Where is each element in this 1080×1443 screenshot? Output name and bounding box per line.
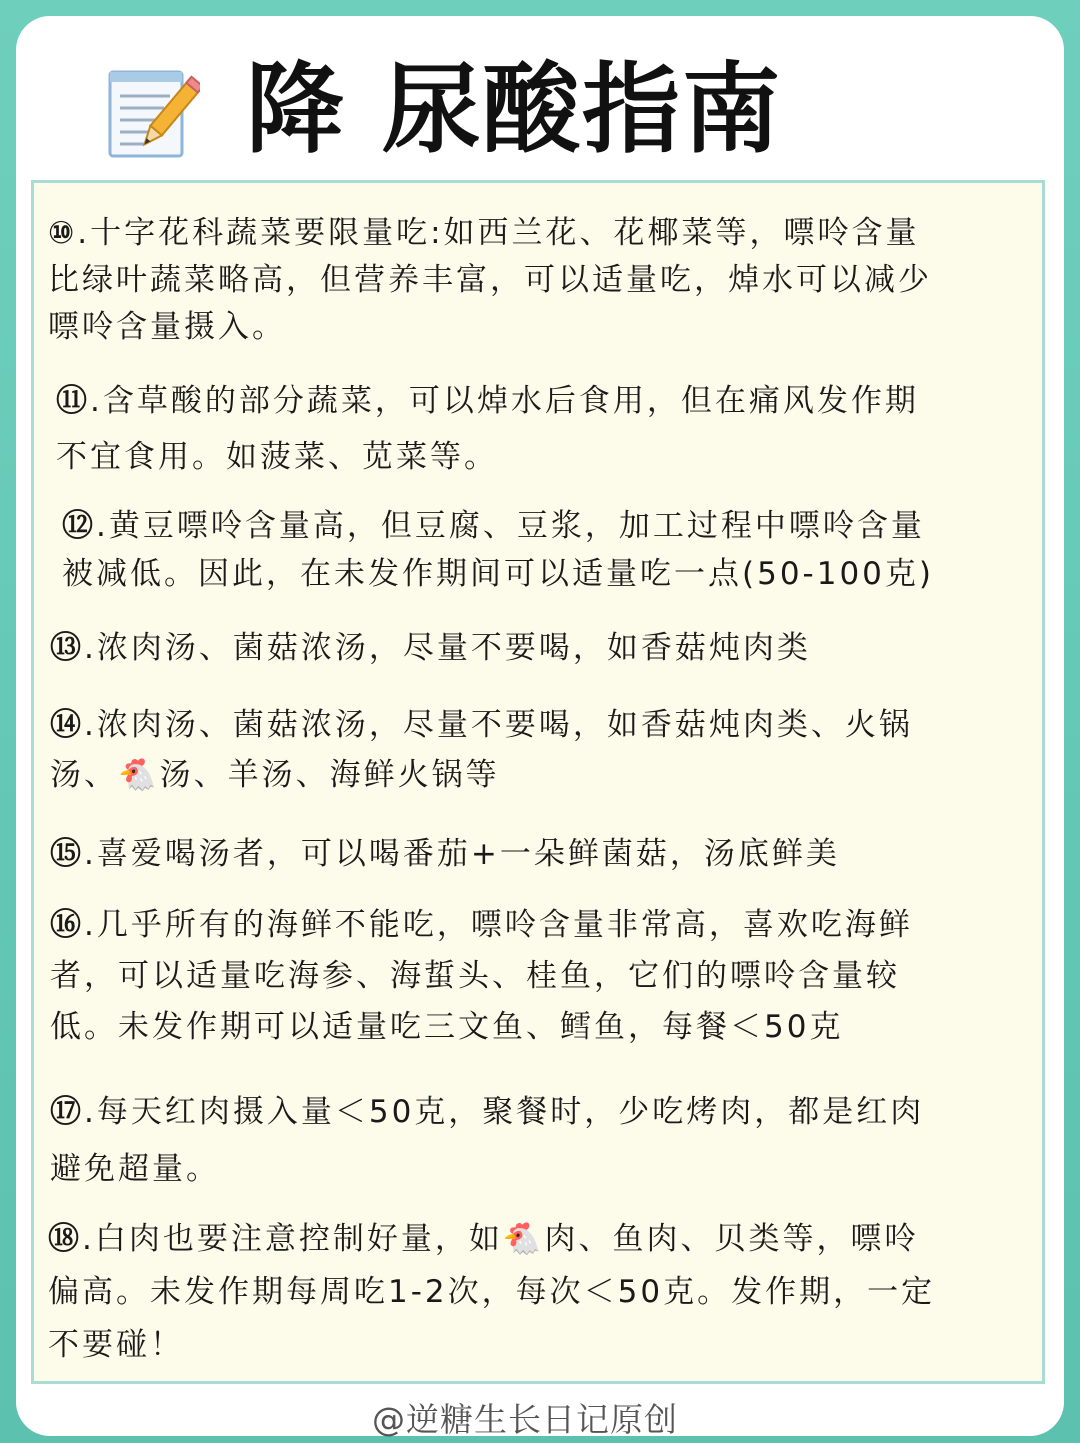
tip-line: .黄豆嘌呤含量高，但豆腐、豆浆，加工过程中嘌呤含量 [96, 508, 925, 544]
tip-number: ⑫ [62, 508, 96, 544]
tip-line: 汤、🐔汤、羊汤、海鲜火锅等 [50, 757, 500, 793]
tip-item [50, 624, 811, 672]
tip-line: .浓肉汤、菌菇浓汤，尽量不要喝，如香菇炖肉类 [84, 630, 811, 666]
tip-item [62, 502, 934, 598]
tip-line: 避免超量。 [50, 1151, 220, 1187]
tip-line: .喜爱喝汤者，可以喝番茄+一朵鲜菌菇，汤底鲜美 [84, 836, 840, 872]
tip-line: .十字花科蔬菜要限量吃:如西兰花、花椰菜等，嘌呤含量 [77, 215, 920, 251]
tip-line: .每天红肉摄入量＜50克，聚餐时，少吃烤肉，都是红肉 [84, 1094, 925, 1130]
tip-line: 低。未发作期可以适量吃三文鱼、鳕鱼，每餐＜50克 [50, 1009, 844, 1045]
tip-line: .白肉也要注意控制好量，如🐔肉、鱼肉、贝类等，嘌呤 [82, 1221, 919, 1257]
tip-item [50, 830, 840, 878]
tip-item [50, 1084, 924, 1198]
tip-line: 偏高。未发作期每周吃1-2次，每次＜50克。发作期，一定 [48, 1274, 936, 1310]
watermark: @逆糖生长日记原创 [372, 1400, 678, 1439]
header [0, 40, 1080, 170]
tip-line: .含草酸的部分蔬菜，可以焯水后食用，但在痛风发作期 [90, 383, 919, 419]
tip-number: ⑪ [56, 383, 90, 419]
tip-line: 被减低。因此，在未发作期间可以适量吃一点(50-100克) [62, 556, 934, 592]
tip-item [48, 210, 932, 351]
tip-number: ⑬ [50, 630, 84, 666]
tip-number: ⑰ [50, 1094, 84, 1130]
tip-number: ⑯ [50, 907, 84, 943]
tip-item [50, 700, 913, 800]
tip-item [56, 373, 919, 485]
tip-line: .几乎所有的海鲜不能吃，嘌呤含量非常高，喜欢吃海鲜 [84, 907, 913, 943]
tip-number: ⑩ [48, 215, 78, 251]
tip-line: 嘌呤含量摄入。 [48, 309, 286, 345]
tip-line: 比绿叶蔬菜略高，但营养丰富，可以适量吃，焯水可以减少 [48, 262, 932, 298]
tip-line: 不要碰！ [48, 1327, 184, 1363]
tip-item [48, 1213, 935, 1372]
tip-line: 者，可以适量吃海参、海蜇头、桂鱼，它们的嘌呤含量较 [50, 958, 900, 994]
tip-number: ⑭ [50, 707, 84, 743]
tip-number: ⑮ [50, 836, 84, 872]
tip-line: .浓肉汤、菌菇浓汤，尽量不要喝，如香菇炖肉类、火锅 [84, 707, 913, 743]
memo-pencil-icon [104, 66, 200, 162]
page-title: 降 尿酸指南 [246, 53, 783, 167]
tip-line: 不宜食用。如菠菜、苋菜等。 [56, 439, 498, 475]
tip-number: ⑱ [48, 1221, 82, 1257]
tip-item [50, 900, 913, 1053]
